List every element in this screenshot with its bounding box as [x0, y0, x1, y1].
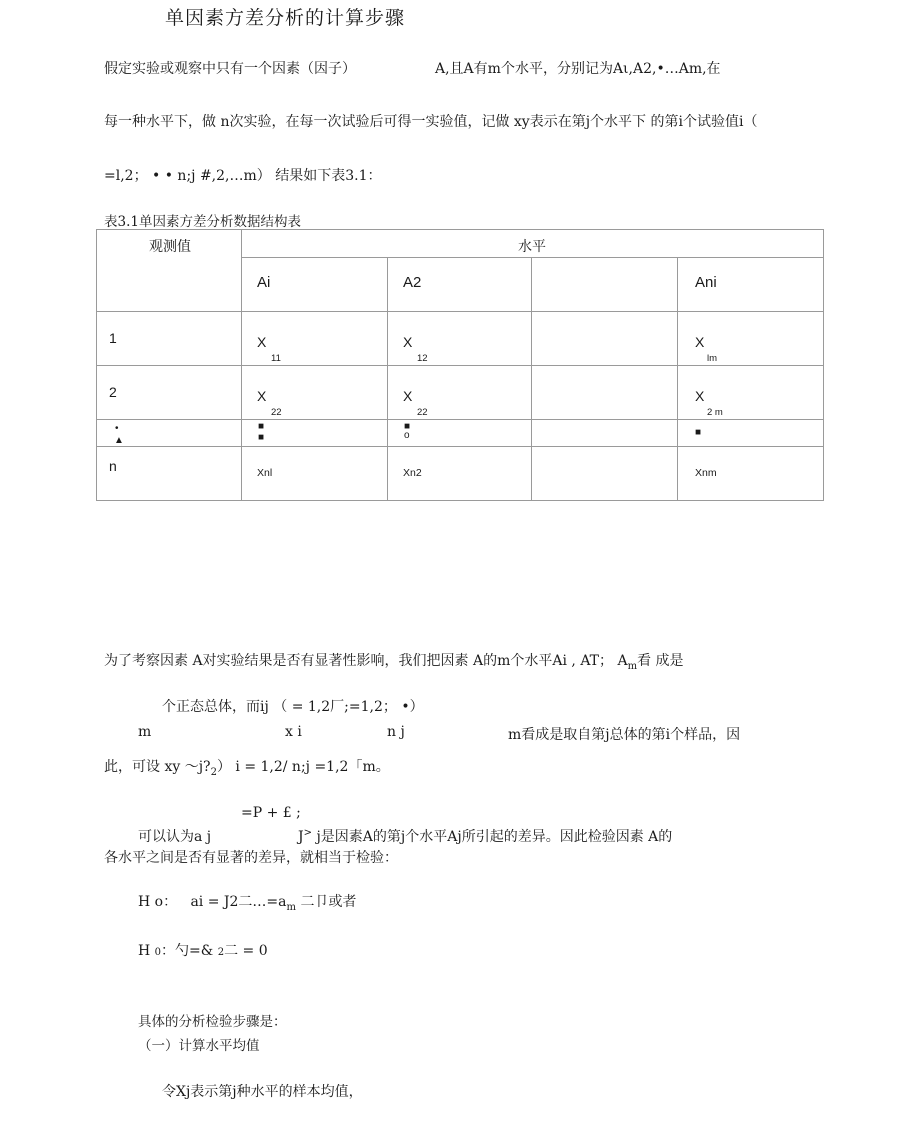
table-cell — [532, 420, 678, 447]
col-header: Ani — [695, 274, 717, 291]
row-label: 1 — [109, 330, 117, 346]
group-header-cell — [242, 230, 824, 258]
effect-line-1b-sup: > — [303, 827, 313, 839]
table-cell — [678, 312, 824, 366]
row-label-cell — [97, 447, 242, 501]
col-header-cell — [678, 258, 824, 312]
cell-value: Xn2 — [403, 467, 422, 479]
body-line-4 — [104, 756, 390, 778]
cell-value: Xnl — [257, 467, 273, 479]
table-cell — [678, 420, 824, 447]
ellipsis-mark: o — [404, 430, 410, 441]
row-label-cell — [97, 420, 242, 447]
table-cell — [388, 447, 532, 501]
cell-value: X — [695, 334, 705, 350]
col-header-cell — [242, 258, 388, 312]
data-structure-table — [96, 229, 824, 501]
h1-sub: m — [286, 901, 296, 913]
ellipsis-mark: ■ — [404, 421, 411, 432]
h2-tail: 二 = 0 — [224, 943, 268, 959]
h2-label: H — [138, 943, 151, 959]
table-cell — [678, 366, 824, 420]
group-header: 水平 — [518, 238, 546, 254]
body-line-1-tail: 看 成是 — [637, 653, 684, 669]
table-cell — [532, 366, 678, 420]
col-header: Ai — [257, 274, 271, 291]
corner-header: 观测值 — [149, 238, 191, 254]
cell-subscript: 11 — [271, 353, 281, 364]
body-line-3c: n j — [387, 724, 405, 740]
row-label: 2 — [109, 384, 117, 400]
effect-line-2: 各水平之间是否有显著的差异，就相当于检验： — [104, 850, 398, 866]
effect-line-1b-tail: j是因素A的第j个水平Aj所引起的差异。因此检验因素 A的 — [312, 829, 673, 845]
steps-intro: 具体的分析检验步骤是： — [138, 1014, 287, 1030]
step-1-heading: （一）计算水平均值 — [138, 1038, 260, 1054]
ellipsis-mark: ■ — [258, 432, 265, 443]
ellipsis-dot: • — [115, 423, 119, 434]
body-line-2: 个正态总体，而ij （ = 1,2厂;=1,2； •） — [162, 699, 424, 715]
model-formula: =P + £ ; — [241, 805, 301, 821]
col-header-cell — [388, 258, 532, 312]
body-line-1 — [104, 650, 684, 672]
cell-subscript: 22 — [271, 407, 282, 418]
table-cell — [388, 420, 532, 447]
effect-line-1b — [298, 826, 672, 846]
table-cell — [242, 420, 388, 447]
body-line-4-text: 此，可设 xy ～j? — [104, 759, 211, 775]
table-cell — [678, 447, 824, 501]
cell-value: X — [403, 388, 413, 404]
table-cell — [388, 366, 532, 420]
cell-value: X — [257, 334, 267, 350]
cell-subscript: 12 — [417, 353, 428, 364]
body-line-1-subscript: m — [627, 660, 638, 672]
h1-expr: ai = J2二…=a — [190, 894, 287, 910]
hypothesis-1 — [138, 891, 356, 913]
ellipsis-mark: ■ — [695, 427, 702, 438]
row-label-cell — [97, 312, 242, 366]
intro-line-2: 每一种水平下，做 n次实验，在每一次试验后可得一实验值，记做 xy表示在第j个水平下 的第i个试验值i（ — [104, 114, 758, 130]
cell-value: X — [403, 334, 413, 350]
h1-label: H o： — [138, 894, 178, 910]
intro-line-3: =l,2； • • n;j #,2,…m） 结果如下表3.1： — [104, 168, 382, 184]
row-label-cell — [97, 366, 242, 420]
cell-subscript: 2 m — [707, 407, 723, 418]
body-line-3d: m看成是取自第j总体的第i个样品，因 — [508, 727, 741, 743]
table-cell — [388, 312, 532, 366]
ellipsis-mark: ■ — [258, 421, 265, 432]
cell-value: X — [695, 388, 705, 404]
page-title: 单因素方差分析的计算步骤 — [165, 7, 406, 29]
effect-line-1a: 可以认为a j — [138, 829, 212, 845]
intro-line-1-left: 假定实验或观察中只有一个因素（因子） — [104, 61, 356, 77]
h2-sub: 0 — [154, 947, 162, 958]
table-caption: 表3.1单因素方差分析数据结构表 — [104, 214, 301, 230]
step-1-text: 令Xj表示第j种水平的样本均值， — [162, 1084, 363, 1100]
h2-sub2: 2 — [217, 947, 225, 958]
intro-line-1-right: A,且A有m个水平，分别记为Aι,A2,•…Am,在 — [435, 61, 721, 77]
body-line-3a: m — [138, 724, 152, 740]
h2-expr: ：勺=& — [161, 943, 214, 959]
body-line-1-text: 为了考察因素 A对实验结果是否有显著性影响，我们把因素 A的m个水平Ai , AT； A — [104, 653, 628, 669]
body-line-3b: x i — [285, 724, 302, 740]
body-line-4-subscript: 2 — [210, 766, 217, 778]
corner-header-cell — [97, 230, 242, 312]
cell-value: X — [257, 388, 267, 404]
body-line-4-tail: ） i = 1,2/ n;j =1,2「m。 — [216, 759, 390, 775]
table-cell — [242, 312, 388, 366]
ellipsis-triangle: ▲ — [114, 435, 124, 446]
hypothesis-2 — [138, 940, 268, 960]
table-cell — [532, 447, 678, 501]
col-header: A2 — [403, 274, 422, 291]
cell-subscript: 22 — [417, 407, 428, 418]
cell-value: Xnm — [695, 467, 717, 479]
row-label: n — [109, 458, 117, 474]
cell-subscript: lm — [707, 353, 718, 364]
effect-line-1b-text: J — [298, 829, 304, 845]
table-cell — [532, 312, 678, 366]
h1-tail: 二卩或者 — [296, 894, 357, 910]
table-cell — [242, 447, 388, 501]
col-header-cell — [532, 258, 678, 312]
table-cell — [242, 366, 388, 420]
